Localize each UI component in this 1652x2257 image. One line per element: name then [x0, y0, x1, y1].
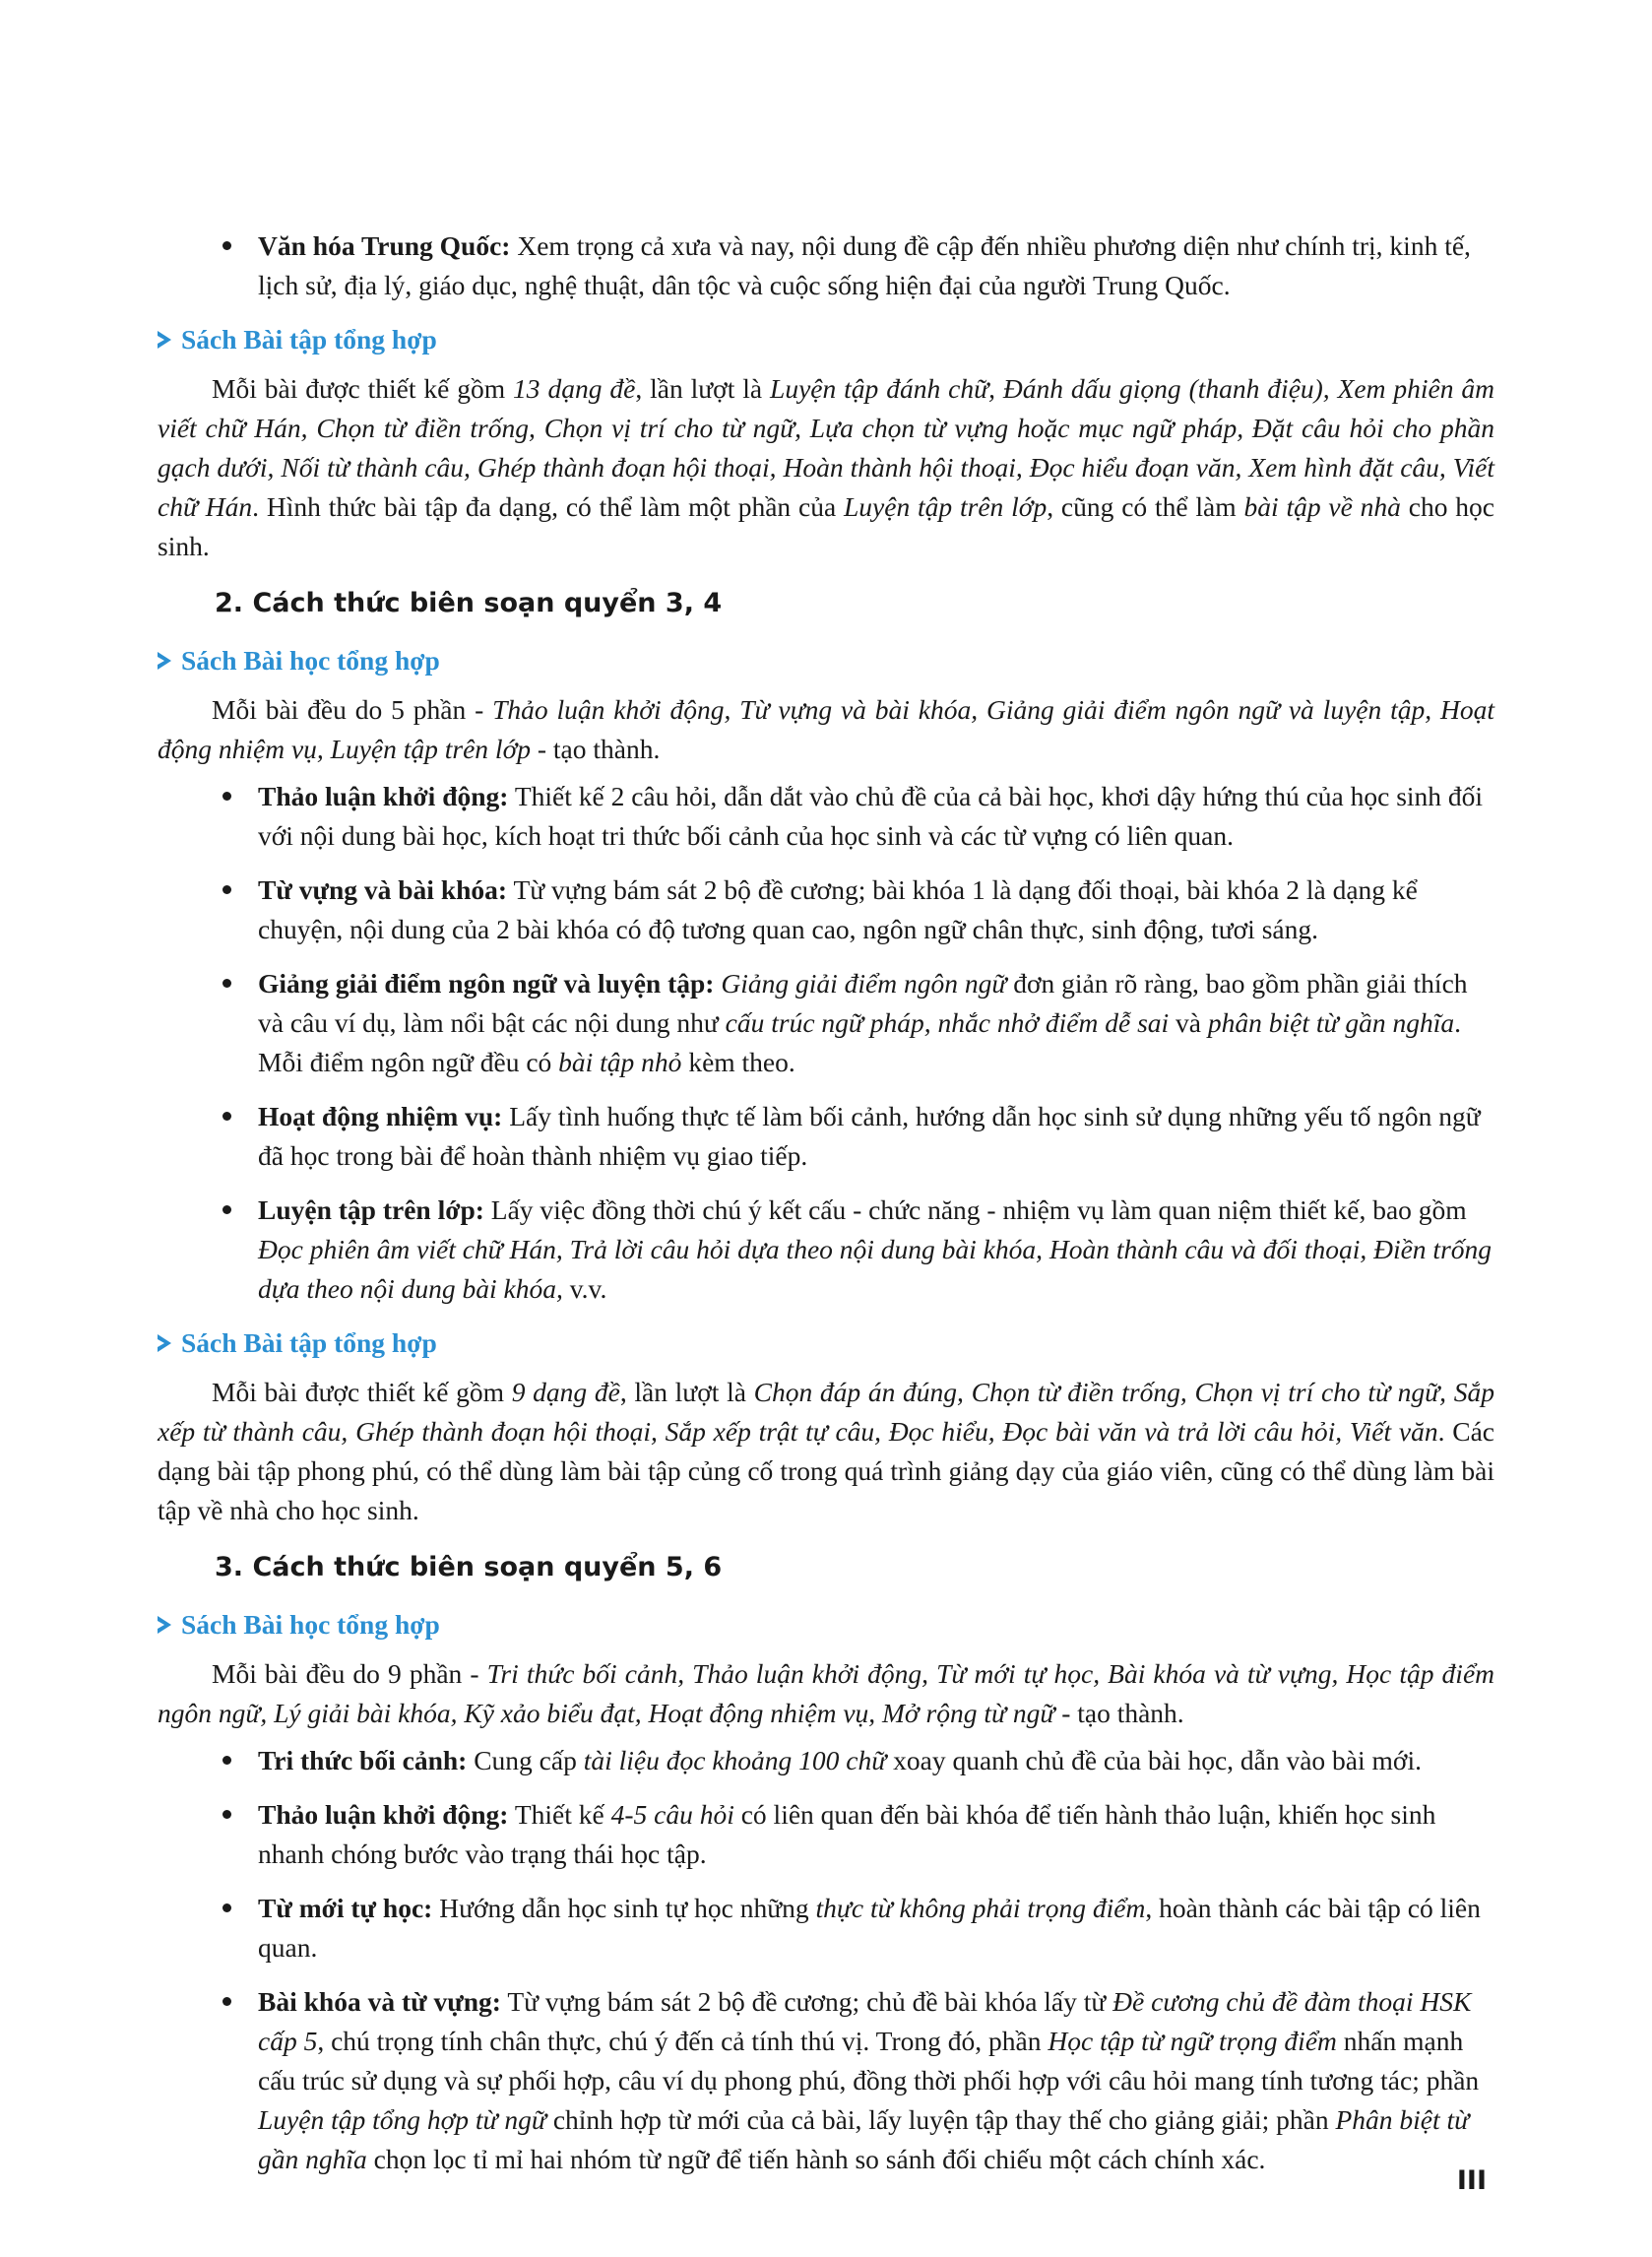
list-item [158, 964, 1494, 1082]
lessons-list [158, 1741, 1494, 2179]
italic-text: Luyện tập trên lớp [844, 491, 1048, 522]
subheading-text: Sách Bài học tổng hợp [181, 1609, 440, 1640]
text: Hướng dẫn học sinh tự học những [432, 1893, 816, 1923]
bullet-label: Văn hóa Trung Quốc: [258, 230, 511, 261]
italic-text: thực từ không phải trọng điểm [815, 1893, 1146, 1923]
text: - tạo thành. [531, 734, 661, 764]
italic-text: Học tập từ ngữ trọng điểm [1048, 2026, 1337, 2056]
list-item [158, 1795, 1494, 1874]
bullet-label: Giảng giải điểm ngôn ngữ và luyện tập: [258, 968, 715, 999]
text: Lấy việc đồng thời chú ý kết cấu - chức năng - nhiệm vụ làm quan niệm thiết kế, bao gồm [483, 1194, 1467, 1225]
list-item [158, 1889, 1494, 1967]
lessons-heading [158, 1605, 1494, 1644]
arrow-right-icon [158, 1616, 171, 1634]
list-item [158, 1982, 1494, 2179]
arrow-right-icon [158, 1334, 171, 1352]
workbook-heading [158, 1323, 1494, 1363]
bullet-text: Từ vựng bám sát 2 bộ đề cương; bài khóa 1 là dạng đối thoại, bài khóa 2 là dạng kể chuyện, nội dung của 2 bài khóa có độ tương quan cao, ngôn ngữ chân thực, sinh động, tươi sáng. [258, 874, 1418, 944]
italic-text: bài tập nhỏ [558, 1047, 682, 1077]
workbook-paragraph [158, 1373, 1494, 1530]
text: xoay quanh chủ đề của bài học, dẫn vào bài mới. [886, 1745, 1422, 1775]
text: , hoàn thành các bài tập có liên quan. [258, 1893, 1481, 1963]
text: cho học sinh. [158, 491, 1494, 561]
bullet-label: Bài khóa và từ vựng: [258, 1986, 501, 2017]
italic-text: Đề cương chủ đề đàm thoại HSK cấp 5 [258, 1986, 1472, 2056]
text: kèm theo. [681, 1047, 795, 1077]
bullet-label: Hoạt động nhiệm vụ: [258, 1101, 503, 1131]
bullet-text: Thiết kế 2 câu hỏi, dẫn dắt vào chủ đề của cả bài học, khơi dậy hứng thú của học sinh đối với nội dung bài học, kích hoạt tri thức bối cảnh của học sinh và các từ vựng có liên quan. [258, 781, 1484, 851]
italic-text: Luyện tập tổng hợp từ ngữ [258, 2104, 546, 2135]
text: - tạo thành. [1054, 1698, 1184, 1728]
italic-text: 13 dạng đề [513, 373, 636, 404]
text: Cung cấp [467, 1745, 584, 1775]
bullet-text: Lấy tình huống thực tế làm bối cảnh, hướng dẫn học sinh sử dụng những yếu tố ngôn ngữ đã học trong bài để hoàn thành nhiệm vụ giao tiếp. [258, 1101, 1481, 1171]
text: v.v. [562, 1273, 607, 1304]
list-item [158, 777, 1494, 856]
list-item [158, 1191, 1494, 1309]
text: Mỗi bài được thiết kế gồm [212, 373, 514, 404]
subheading-text: Sách Bài học tổng hợp [181, 645, 440, 676]
italic-text: Luyện tập đánh chữ, Đánh dấu giọng (thanh điệu), Xem phiên âm viết chữ Hán, Chọn từ điền trống, Chọn vị trí cho từ ngữ, Lựa chọn từ vựng hoặc mục ngữ pháp, Đặt câu hỏi cho phần gạch dưới, Nối từ thành câu, Ghép thành đoạn hội thoại, Hoàn thành hội thoại, Đọc hiểu đoạn văn, Xem hình đặt câu, Viết chữ Hán [158, 373, 1494, 522]
workbook-heading [158, 320, 1494, 359]
bullet-label: Tri thức bối cảnh: [258, 1745, 468, 1775]
text: Mỗi bài đều do 5 phần - [212, 694, 493, 725]
text: nhấn mạnh cấu trúc sử dụng và sự phối hợp, câu ví dụ phong phú, đồng thời phối hợp với câu hỏi mang tính tương tác; phần [258, 2026, 1480, 2096]
bullet-label: Từ mới tự học: [258, 1893, 433, 1923]
italic-text: bài tập về nhà [1243, 491, 1401, 522]
lessons-list [158, 777, 1494, 1309]
italic-text: Giảng giải điểm ngôn ngữ [721, 968, 1007, 999]
italic-text: Thảo luận khởi động, Từ vựng và bài khóa, Giảng giải điểm ngôn ngữ và luyện tập, Hoạt động nhiệm vụ, Luyện tập trên lớp [158, 694, 1494, 764]
text: Thiết kế [508, 1799, 611, 1830]
italic-text: Tri thức bối cảnh, Thảo luận khởi động, Từ mới tự học, Bài khóa và từ vựng, Học tập điểm ngôn ngữ, Lý giải bài khóa, Kỹ xảo biểu đạt, Hoạt động nhiệm vụ, Mở rộng từ ngữ [158, 1658, 1495, 1728]
list-item [158, 226, 1494, 305]
text: . Các dạng bài tập phong phú, có thể dùng làm bài tập củng cố trong quá trình giảng dạy của giáo viên, cũng có thể dùng làm bài tập về nhà cho học sinh. [158, 1416, 1494, 1525]
italic-text: Phân biệt từ gần nghĩa [258, 2104, 1470, 2174]
list-item [158, 1097, 1494, 1176]
text: chọn lọc tỉ mỉ hai nhóm từ ngữ để tiến hành so sánh đối chiếu một cách chính xác. [366, 2144, 1266, 2174]
intro-paragraph [158, 1654, 1494, 1733]
bullet-label: Thảo luận khởi động: [258, 1799, 509, 1830]
arrow-right-icon [158, 652, 171, 670]
list-item [158, 1741, 1494, 1780]
lessons-heading [158, 641, 1494, 680]
subheading-text: Sách Bài tập tổng hợp [181, 324, 437, 355]
text: , chú trọng tính chân thực, chú ý đến cả tính thú vị. Trong đó, phần [317, 2026, 1048, 2056]
text: . Hình thức bài tập đa dạng, có thể làm một phần của [252, 491, 844, 522]
italic-text: Chọn đáp án đúng, Chọn từ điền trống, Chọn vị trí cho từ ngữ, Sắp xếp từ thành câu, Ghép thành đoạn hội thoại, Sắp xếp trật tự câu, Đọc hiểu, Đọc bài văn và trả lời câu hỏi, Viết văn [158, 1377, 1494, 1447]
text: Từ vựng bám sát 2 bộ đề cương; chủ đề bài khóa lấy từ [500, 1986, 1113, 2017]
workbook-paragraph [158, 369, 1494, 566]
text: đơn giản rõ ràng, bao gồm phần giải thích và câu ví dụ, làm nổi bật các nội dung như [258, 968, 1468, 1038]
bullet-label: Luyện tập trên lớp: [258, 1194, 484, 1225]
intro-paragraph [158, 690, 1494, 769]
list-item [158, 871, 1494, 949]
italic-text: tài liệu đọc khoảng 100 chữ [583, 1745, 887, 1775]
text: có liên quan đến bài khóa để tiến hành thảo luận, khiến học sinh nhanh chóng bước vào trạng thái học tập. [258, 1799, 1436, 1869]
text: . Mỗi điểm ngôn ngữ đều có [258, 1007, 1462, 1077]
text: Mỗi bài đều do 9 phần - [212, 1658, 487, 1689]
section-title: 3. Cách thức biên soạn quyển 5, 6 [215, 1552, 723, 1582]
italic-text: phân biệt từ gần nghĩa [1207, 1007, 1455, 1038]
text: , lần lượt là [619, 1377, 754, 1407]
text: chỉnh hợp từ mới của cả bài, lấy luyện tập thay thế cho giảng giải; phần [545, 2104, 1336, 2135]
italic-text: 4-5 câu hỏi [610, 1799, 734, 1830]
text: và [1169, 1007, 1208, 1038]
bullet-text: Xem trọng cả xưa và nay, nội dung đề cập đến nhiều phương diện như chính trị, kinh tế, lịch sử, địa lý, giáo dục, nghệ thuật, dân tộc và cuộc sống hiện đại của người Trung Quốc. [258, 230, 1471, 300]
subheading-text: Sách Bài tập tổng hợp [181, 1327, 437, 1358]
section-title: 2. Cách thức biên soạn quyển 3, 4 [215, 588, 723, 618]
bullet-label: Thảo luận khởi động: [258, 781, 509, 811]
italic-text: Đọc phiên âm viết chữ Hán, Trả lời câu hỏi dựa theo nội dung bài khóa, Hoàn thành câu và đối thoại, Điền trống dựa theo nội dung bài khóa, [258, 1234, 1493, 1304]
text: Mỗi bài được thiết kế gồm [212, 1377, 512, 1407]
culture-list [158, 226, 1494, 305]
italic-text: cấu trúc ngữ pháp, nhắc nhở điểm dễ sai [725, 1007, 1170, 1038]
page-number: III [1456, 2165, 1487, 2196]
arrow-right-icon [158, 331, 171, 349]
text: , lần lượt là [635, 373, 771, 404]
text: , cũng có thể làm [1047, 491, 1244, 522]
bullet-label: Từ vựng và bài khóa: [258, 874, 508, 905]
italic-text: 9 dạng đề [511, 1377, 620, 1407]
